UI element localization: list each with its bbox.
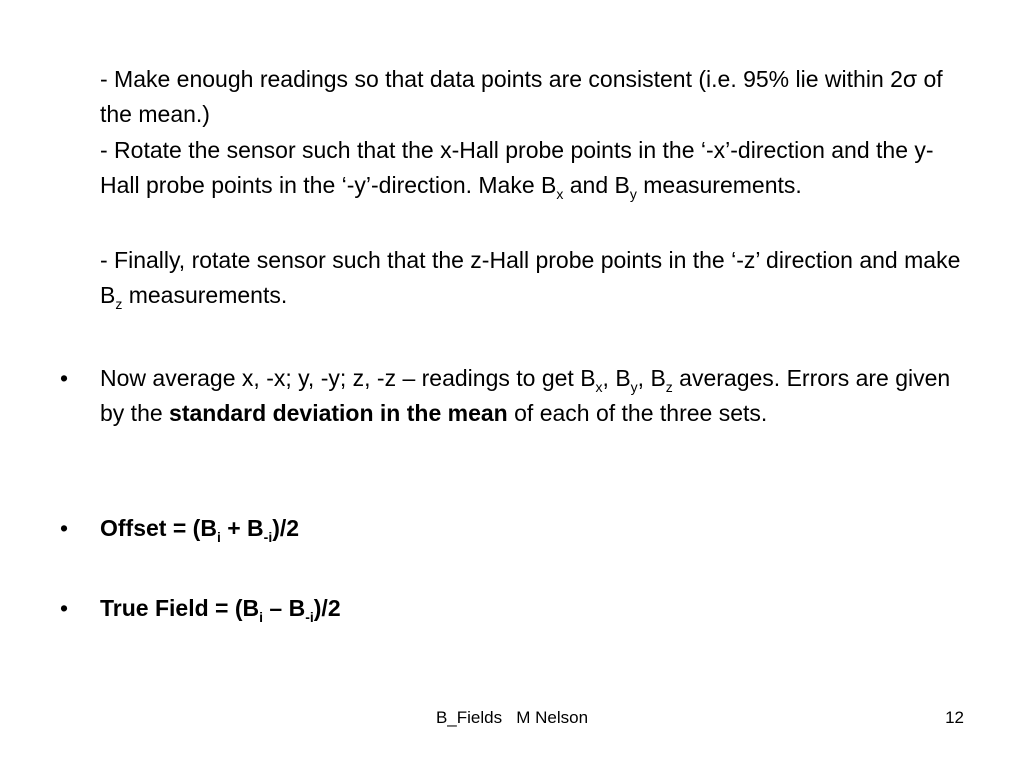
bullet-average (100, 361, 970, 431)
formula-text: )/2 (313, 595, 341, 621)
subscript: -i (305, 609, 314, 625)
formula-text: + B (220, 515, 264, 541)
formula-text: – B (263, 595, 306, 621)
bullet-marker: • (60, 595, 69, 621)
subscript: z (115, 296, 123, 312)
bullet-text: , B (602, 365, 631, 391)
sub-item-text: - Make enough readings so that data points are consistent (i.e. 95% lie within 2σ of the mean.) (100, 66, 943, 127)
bullet-text: , B (637, 365, 666, 391)
formula-text: Offset = (B (100, 515, 217, 541)
bullet-marker: • (60, 365, 69, 391)
bullet-true-field-formula (100, 591, 970, 626)
subscript: z (665, 379, 673, 395)
subscript: x (556, 186, 564, 202)
sub-item-readings (100, 62, 970, 132)
sub-item-text: and B (563, 172, 630, 198)
formula-text: )/2 (272, 515, 300, 541)
subscript: y (629, 186, 637, 202)
subscript: i (216, 529, 221, 545)
sub-item-rotate-z (100, 243, 970, 313)
subscript: x (595, 379, 603, 395)
bullet-text: Now average x, -x; y, -y; z, -z – readings to get B (100, 365, 596, 391)
bullet-offset-formula (100, 511, 970, 546)
bullet-text: averages. Errors are given by the (100, 365, 951, 426)
sub-item-text: - Finally, rotate sensor such that the z-Hall probe points in the ‘-z’ direction and make B (100, 247, 961, 308)
subscript: i (259, 609, 264, 625)
bold-phrase: standard deviation in the mean (169, 400, 508, 426)
bullet-text: of each of the three sets. (507, 400, 768, 426)
sub-item-text: measurements. (636, 172, 802, 198)
subscript: -i (263, 529, 273, 545)
sub-item-text: - Rotate the sensor such that the x-Hall probe points in the ‘-x’-direction and the y-Hall probe points in the ‘-y’-direction. Make B (100, 137, 934, 198)
subscript: y (630, 379, 638, 395)
bullet-marker: • (60, 515, 69, 541)
formula-text: True Field = (B (100, 595, 260, 621)
page-number: 12 (945, 708, 964, 727)
sub-item-text: measurements. (122, 282, 288, 308)
footer-title: B_Fields M Nelson (435, 708, 589, 727)
sub-item-rotate-xy (100, 133, 970, 203)
